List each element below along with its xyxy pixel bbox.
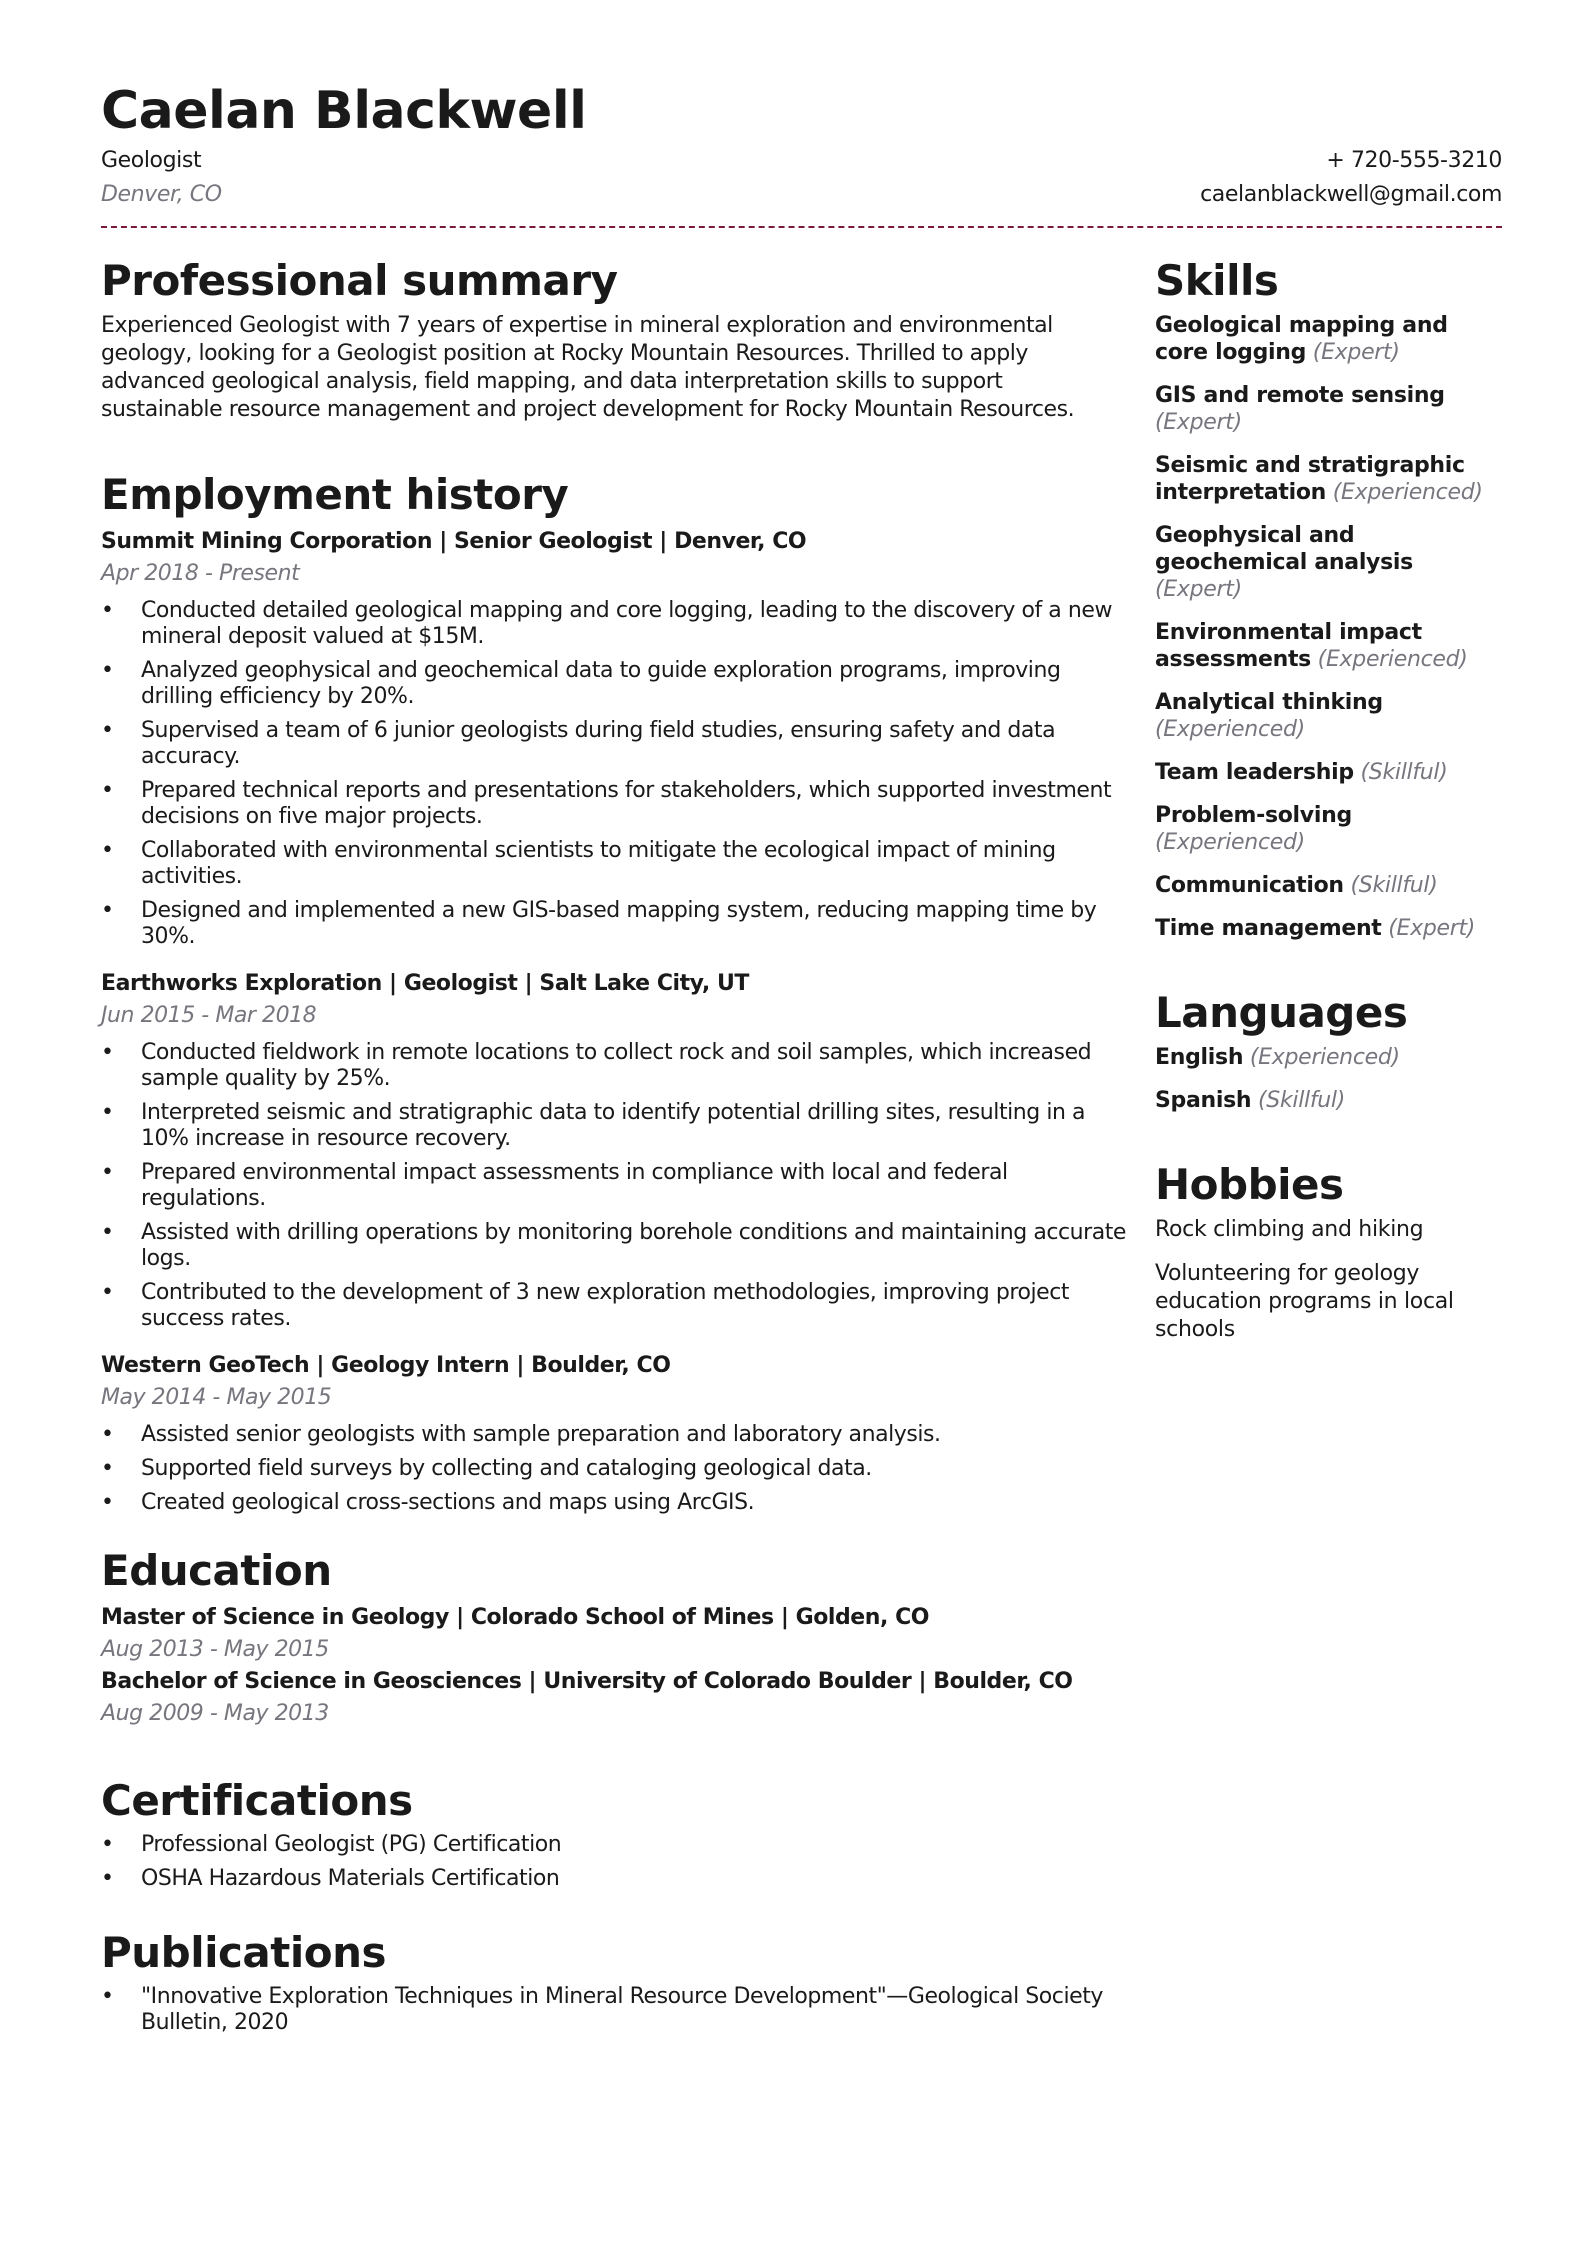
- skill-name: Geophysical and geochemical analysis: [1155, 523, 1413, 575]
- bullet-item: • Supported field surveys by collecting and cataloging geological data.: [101, 1456, 1127, 1482]
- job-heading: Western GeoTech | Geology Intern | Boulder, CO: [101, 1353, 671, 1378]
- header-info: [101, 144, 1502, 212]
- degree-dates: Aug 2009 - May 2013: [101, 1701, 329, 1726]
- skills-section: [1155, 256, 1502, 942]
- job-entry: [101, 1350, 1127, 1516]
- skill: [1155, 452, 1502, 506]
- job-dates: May 2014 - May 2015: [101, 1385, 332, 1410]
- bullet-item: • Conducted fieldwork in remote locations to collect rock and soil samples, which increased sample quality by 25%.: [101, 1040, 1127, 1092]
- candidate-name: Caelan Blackwell: [101, 81, 587, 141]
- skill-level: (Experienced): [1317, 647, 1468, 672]
- section-heading: Professional summary: [101, 256, 618, 305]
- bullet-item: • Assisted with drilling operations by monitoring borehole conditions and maintaining accurate logs.: [101, 1220, 1127, 1272]
- bullet-item: • Created geological cross-sections and maps using ArcGIS.: [101, 1490, 1127, 1516]
- job-bullets: [101, 1422, 1127, 1516]
- languages-section: [1155, 988, 1502, 1114]
- hobby-item: Rock climbing and hiking: [1155, 1217, 1424, 1242]
- job-heading: Summit Mining Corporation | Senior Geologist | Denver, CO: [101, 529, 807, 554]
- degree-dates: Aug 2013 - May 2015: [101, 1637, 329, 1662]
- skill-name: Environmental impact assessments: [1155, 620, 1422, 672]
- resume: [101, 80, 1502, 2082]
- skill-name: Communication: [1155, 873, 1344, 898]
- skill-name: Analytical thinking: [1155, 690, 1383, 715]
- skill: [1155, 802, 1502, 856]
- bullet-item: • Prepared technical reports and presentations for stakeholders, which supported investment decisions on five major projects.: [101, 778, 1127, 830]
- location: Denver, CO: [101, 182, 222, 207]
- bullet-item: • Collaborated with environmental scientists to mitigate the ecological impact of mining activities.: [101, 838, 1127, 890]
- job-heading: Earthworks Exploration | Geologist | Salt Lake City, UT: [101, 971, 749, 996]
- degree: Master of Science in Geology | Colorado School of Mines | Golden, CO: [101, 1605, 930, 1630]
- job-bullets: [101, 1040, 1127, 1332]
- skill-name: GIS and remote sensing: [1155, 383, 1445, 408]
- publication-item: • "Innovative Exploration Techniques in Mineral Resource Development"—Geological Society Bulletin, 2020: [101, 1984, 1127, 2036]
- skill: [1155, 312, 1502, 366]
- skill-level: (Expert): [1155, 410, 1242, 435]
- bullet-item: • Designed and implemented a new GIS-based mapping system, reducing mapping time by 30%.: [101, 898, 1127, 950]
- job-bullets: [101, 598, 1127, 950]
- section-heading: Certifications: [101, 1776, 413, 1825]
- language-level: (Skillful): [1258, 1088, 1346, 1113]
- skill-level: (Expert): [1312, 340, 1400, 365]
- education-section: [101, 1546, 1127, 1730]
- certification-item: • Professional Geologist (PG) Certification: [101, 1832, 1127, 1858]
- skill: [1155, 759, 1502, 786]
- skill-level: (Experienced): [1332, 480, 1483, 505]
- bullet-item: • Interpreted seismic and stratigraphic data to identify potential drilling sites, resulting in a 10% increase in resource recovery.: [101, 1100, 1127, 1152]
- skill-name: Team leadership: [1155, 760, 1354, 785]
- skill-level: (Skillful): [1360, 760, 1448, 785]
- section-heading: Hobbies: [1155, 1160, 1344, 1209]
- skill-name: Geological mapping and core logging: [1155, 313, 1448, 365]
- language-level: (Experienced): [1249, 1045, 1400, 1070]
- skill: [1155, 689, 1502, 743]
- summary-section: [101, 256, 1127, 424]
- skill-level: (Expert): [1155, 577, 1242, 602]
- bullet-item: • Contributed to the development of 3 new exploration methodologies, improving project success rates.: [101, 1280, 1127, 1332]
- summary-text: Experienced Geologist with 7 years of expertise in mineral exploration and environmental geology, looking for a Geologist position at Rocky Mountain Resources. Thrilled to apply advanced geological analysis, field mapping, and data interpretation skills to support sustainable resource management and project development for Rocky Mountain Resources.: [101, 313, 1075, 422]
- email: caelanblackwell@gmail.com: [1200, 182, 1502, 207]
- certifications-section: [101, 1776, 1127, 1892]
- degree: Bachelor of Science in Geosciences | University of Colorado Boulder | Boulder, CO: [101, 1669, 1073, 1694]
- bullet-item: • Assisted senior geologists with sample preparation and laboratory analysis.: [101, 1422, 1127, 1448]
- language-name: Spanish: [1155, 1088, 1252, 1113]
- job-dates: Apr 2018 - Present: [101, 561, 300, 586]
- header-divider: [101, 226, 1502, 228]
- sidebar-column: [1155, 256, 1502, 2082]
- skill: [1155, 872, 1502, 899]
- section-heading: Publications: [101, 1928, 387, 1977]
- skill: [1155, 382, 1502, 436]
- hobbies-section: [1155, 1160, 1502, 1344]
- job-title: Geologist: [101, 148, 202, 173]
- skill-level: (Experienced): [1155, 717, 1305, 742]
- main-column: [101, 256, 1127, 2082]
- job-dates: Jun 2015 - Mar 2018: [101, 1003, 317, 1028]
- hobby-item: Volunteering for geology education programs in local schools: [1155, 1261, 1454, 1342]
- certification-item: • OSHA Hazardous Materials Certification: [101, 1866, 1127, 1892]
- skill-level: (Expert): [1388, 916, 1476, 941]
- language-name: English: [1155, 1045, 1244, 1070]
- bullet-item: • Supervised a team of 6 junior geologists during field studies, ensuring safety and data accuracy.: [101, 718, 1127, 770]
- bullet-item: • Prepared environmental impact assessments in compliance with local and federal regulations.: [101, 1160, 1127, 1212]
- section-heading: Skills: [1155, 256, 1279, 305]
- bullet-item: • Analyzed geophysical and geochemical data to guide exploration programs, improving drilling efficiency by 20%.: [101, 658, 1127, 710]
- skill-name: Seismic and stratigraphic interpretation: [1155, 453, 1465, 505]
- skill-name: Time management: [1155, 916, 1382, 941]
- section-heading: Employment history: [101, 470, 569, 519]
- section-heading: Education: [101, 1546, 332, 1595]
- publications-section: [101, 1928, 1127, 2036]
- bullet-item: • Conducted detailed geological mapping and core logging, leading to the discovery of a new mineral deposit valued at $15M.: [101, 598, 1127, 650]
- skill-level: (Skillful): [1350, 873, 1438, 898]
- skill-level: (Experienced): [1155, 830, 1305, 855]
- job-entry: [101, 968, 1127, 1332]
- skill: [1155, 915, 1502, 942]
- language: [1155, 1087, 1502, 1114]
- job-entry: [101, 526, 1127, 950]
- skill: [1155, 522, 1502, 603]
- skill: [1155, 619, 1502, 673]
- employment-section: [101, 470, 1127, 1516]
- section-heading: Languages: [1155, 988, 1408, 1037]
- language: [1155, 1044, 1502, 1071]
- phone: + 720-555-3210: [1326, 148, 1502, 173]
- skill-name: Problem-solving: [1155, 803, 1352, 828]
